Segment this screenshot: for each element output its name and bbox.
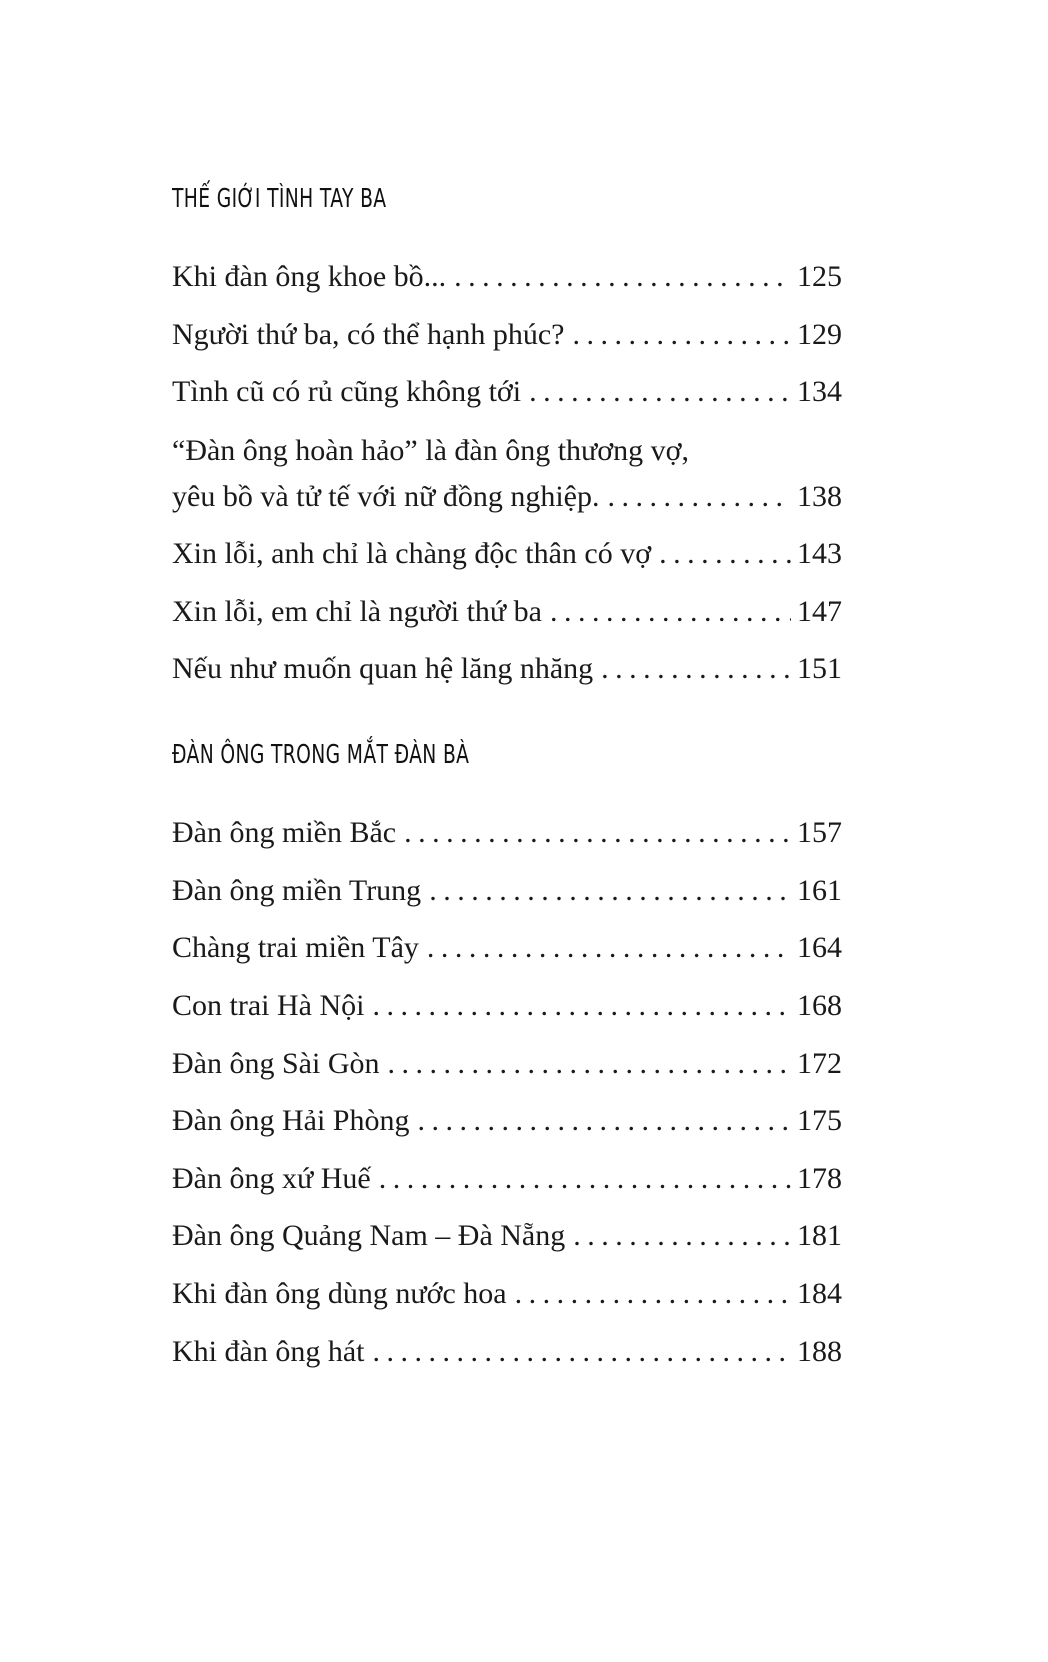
toc-entry-title: Đàn ông Quảng Nam – Đà Nẵng: [172, 1219, 566, 1252]
toc-entry[interactable]: [172, 1329, 842, 1375]
dot-leader: [572, 312, 791, 358]
toc-entry[interactable]: [172, 1213, 842, 1259]
toc-entry-title: Đàn ông Hải Phòng: [172, 1104, 410, 1137]
toc-entry-title: Khi đàn ông hát: [172, 1335, 365, 1368]
dot-leader: [515, 1271, 791, 1317]
dot-leader: [372, 983, 791, 1029]
toc-entry-title: Xin lỗi, anh chỉ là chàng độc thân có vợ: [172, 537, 652, 570]
toc-entry[interactable]: [172, 369, 842, 415]
toc-entry-page: 172: [797, 1047, 842, 1080]
toc-entry[interactable]: [172, 810, 842, 856]
dot-leader: [379, 1156, 791, 1202]
toc-entry-title: Con trai Hà Nội: [172, 989, 365, 1022]
toc-entry[interactable]: [172, 312, 842, 358]
toc-entry-title: Xin lỗi, em chỉ là người thứ ba: [172, 595, 542, 628]
toc-entry-title: Đàn ông xứ Huế: [172, 1162, 371, 1195]
toc-entry-page: 188: [797, 1335, 842, 1368]
toc-entry-page: 134: [797, 375, 842, 408]
toc-entry-page: 138: [797, 480, 842, 513]
toc-entry-title: Người thứ ba, có thể hạnh phúc?: [172, 318, 565, 351]
toc-entry-page: 157: [797, 816, 842, 849]
toc-entry[interactable]: [172, 531, 842, 577]
dot-leader: [550, 589, 791, 635]
toc-entry-title: Chàng trai miền Tây: [172, 931, 419, 964]
toc-entry-page: 184: [797, 1277, 842, 1310]
dot-leader: [372, 1329, 791, 1375]
toc-entry-page: 143: [797, 537, 842, 570]
toc-entry-title: Khi đàn ông dùng nước hoa: [172, 1277, 507, 1310]
toc-entry-page: 178: [797, 1162, 842, 1195]
toc-entry-title: Đàn ông miền Trung: [172, 874, 422, 907]
dot-leader: [573, 1213, 791, 1259]
toc-entry-page: 151: [797, 652, 842, 685]
section-title: ĐÀN ÔNG TRONG MẮT ĐÀN BÀ: [172, 740, 470, 770]
toc-entry-page: 147: [797, 595, 842, 628]
toc-entry-page: 129: [797, 318, 842, 351]
toc-entry[interactable]: [172, 1098, 842, 1144]
toc-entry[interactable]: [172, 589, 842, 635]
dot-leader: [601, 646, 791, 692]
dot-leader: [529, 369, 791, 415]
dot-leader: [608, 474, 792, 520]
dot-leader: [404, 810, 791, 856]
toc-entry-title: yêu bồ và tử tế với nữ đồng nghiệp.: [172, 480, 600, 513]
toc-entry-page: 161: [797, 874, 842, 907]
toc-entry-page: 175: [797, 1104, 842, 1137]
toc-entry[interactable]: [172, 428, 842, 520]
toc-entry[interactable]: [172, 1041, 842, 1087]
toc-entry-title: Đàn ông miền Bắc: [172, 816, 397, 849]
toc-entry[interactable]: [172, 1156, 842, 1202]
toc-entry-title: Khi đàn ông khoe bồ...: [172, 260, 447, 293]
toc-entry[interactable]: [172, 983, 842, 1029]
section-title: THẾ GIỚI TÌNH TAY BA: [172, 184, 387, 214]
dot-leader: [659, 531, 791, 577]
dot-leader: [429, 868, 791, 914]
toc-entry-page: 181: [797, 1219, 842, 1252]
toc-entry[interactable]: [172, 1271, 842, 1317]
toc-entry[interactable]: [172, 868, 842, 914]
dot-leader: [417, 1098, 791, 1144]
toc-entry-page: 164: [797, 931, 842, 964]
dot-leader: [427, 925, 791, 971]
toc-entry-page: 168: [797, 989, 842, 1022]
toc-entry-title: Tình cũ có rủ cũng không tới: [172, 375, 522, 408]
toc-entry-title: Đàn ông Sài Gòn: [172, 1047, 380, 1080]
dot-leader: [454, 254, 791, 300]
toc-entry[interactable]: [172, 646, 842, 692]
toc-entry-title-line1: “Đàn ông hoàn hảo” là đàn ông thương vợ,: [172, 434, 690, 467]
toc-entry[interactable]: [172, 254, 842, 300]
toc-entry-title: Nếu như muốn quan hệ lăng nhăng: [172, 652, 594, 685]
table-of-contents-page: [172, 0, 842, 1662]
toc-entry-page: 125: [797, 260, 842, 293]
toc-entry[interactable]: [172, 925, 842, 971]
dot-leader: [387, 1041, 791, 1087]
